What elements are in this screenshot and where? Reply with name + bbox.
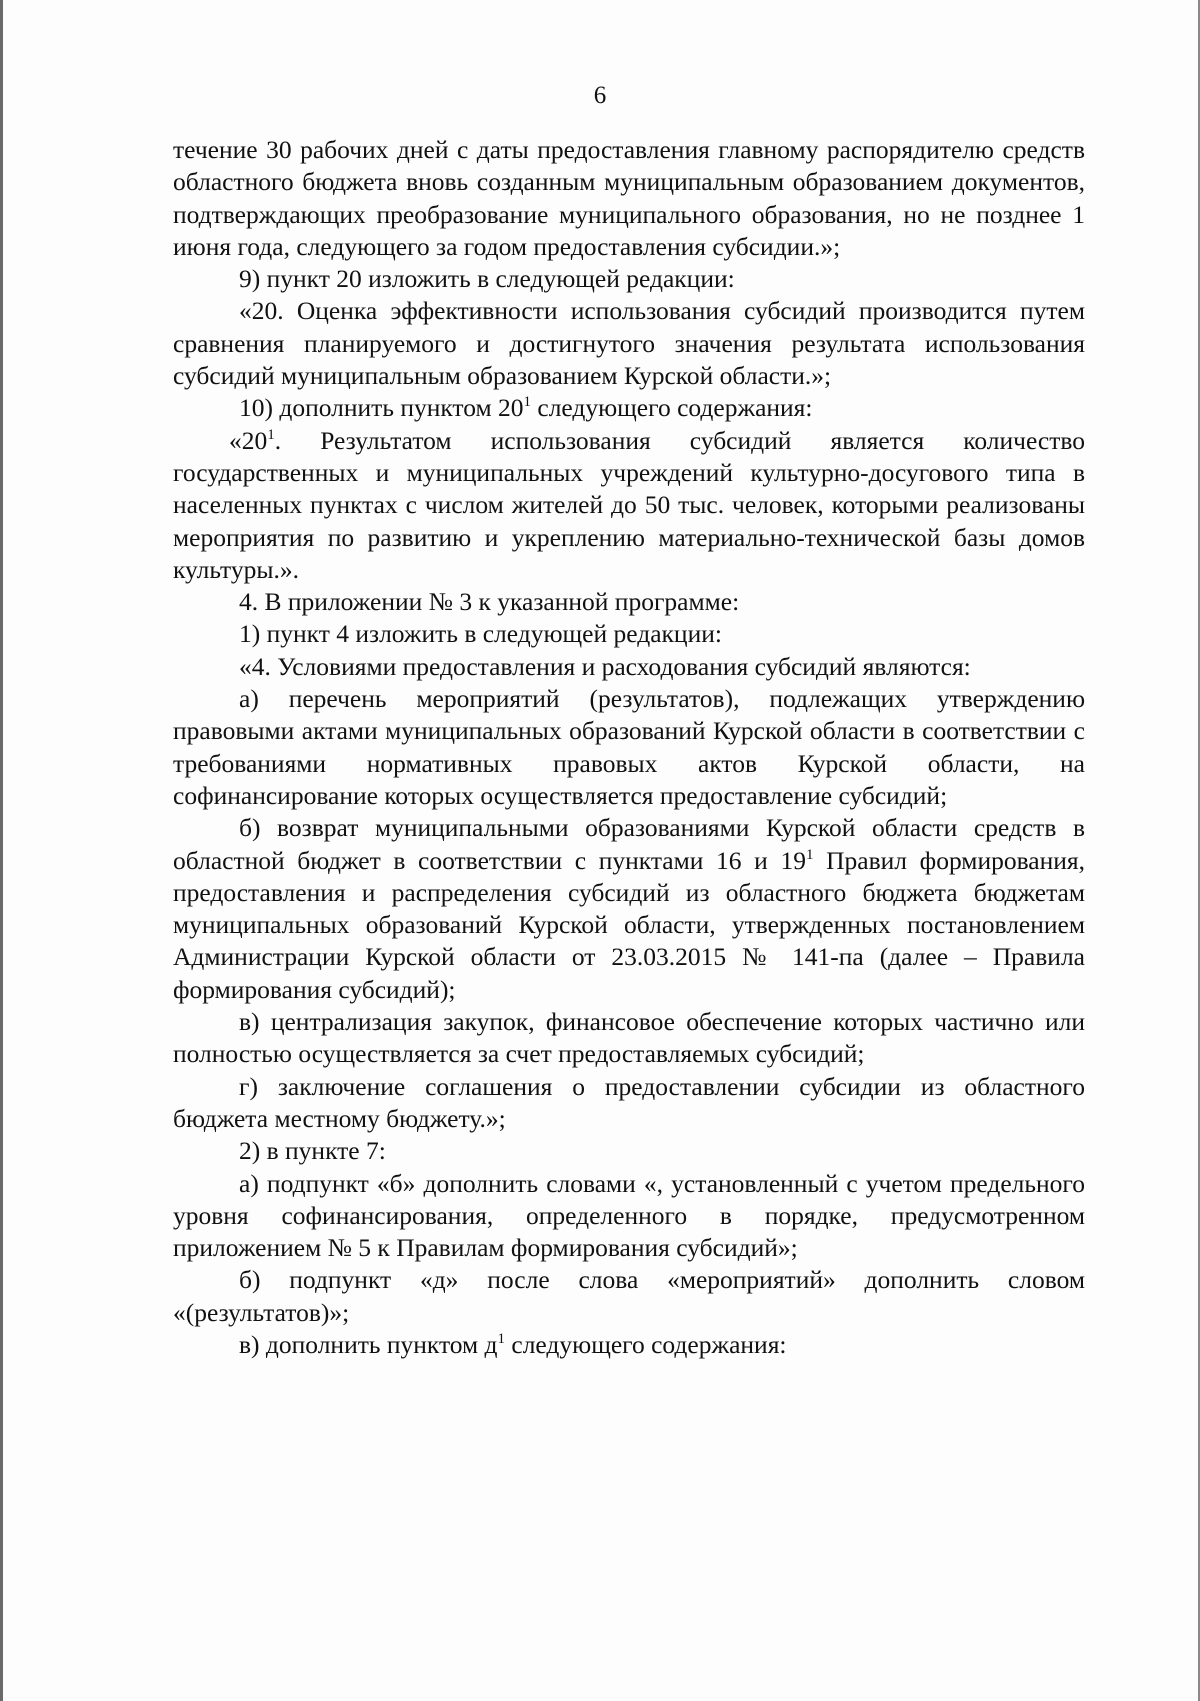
paragraph-5: «$20^1$. Результатом использования субсидий является количество государственных и муниципальных учреждений культурно-досугового типа в населенных пунктах с числом жителей до 50 тыс. человек, которыми реализованы мероприятия по развитию и укреплению материально-технической базы домов культуры.».: [173, 425, 1085, 584]
paragraph-8: «4. Условиями предоставления и расходования субсидий являются:: [239, 651, 971, 681]
paragraph-6: 4. В приложении № 3 к указанной программе:: [239, 587, 740, 617]
superscript: 1: [805, 846, 814, 863]
paragraph-1: течение 30 рабочих дней с даты предоставления главному распорядителю средств областного бюджета вновь созданным муниципальным образованием документов, подтверждающих преобразование муниципального образования, но не позднее 1 июня года, следующего за годом предоставления субсидии.»;: [173, 135, 1085, 261]
paragraph-2: 9) пункт 20 изложить в следующей редакции:: [239, 264, 735, 294]
document-body: [173, 134, 1085, 1361]
scan-edge-left: [0, 0, 3, 1701]
paragraph-7: 1) пункт 4 изложить в следующей редакции:: [239, 619, 722, 649]
paragraph-4: 10) дополнить пунктом $20^1$ следующего содержания:: [239, 393, 813, 423]
paragraph-10: б) возврат муниципальными образованиями Курской области средств в областной бюджет в соответствии с пунктами 16 и $19^1$ Правил формирования, предоставления и распределения субсидий из областного бюджета бюджетам муниципальных образований Курской области, утвержденных постановлением Администрации Курской области от 23.03.2015 № 141-па (далее – Правила формирования субсидий);: [173, 813, 1086, 1004]
paragraph-9: а) перечень мероприятий (результатов), подлежащих утверждению правовыми актами муниципальных образований Курской области в соответствии с требованиями нормативных правовых актов Курской области, на софинансирование которых осуществляется предоставление субсидий;: [173, 684, 1085, 810]
paragraph-3: «20. Оценка эффективности использования субсидий производится путем сравнения планируемого и достигнутого значения результата использования субсидий муниципальным образованием Курской области.»;: [173, 296, 1085, 391]
paragraph-11: в) централизация закупок, финансовое обеспечение которых частично или полностью осуществляется за счет предоставляемых субсидий;: [173, 1007, 1085, 1069]
page-number: 6: [593, 82, 607, 109]
paragraph-13: 2) в пункте 7:: [239, 1136, 386, 1166]
paragraph-12: г) заключение соглашения о предоставлении субсидии из областного бюджета местному бюджету.»;: [173, 1071, 1085, 1133]
paragraph-15: б) подпункт «д» после слова «мероприятий» дополнить словом «(результатов)»;: [173, 1265, 1085, 1327]
paragraph-14: а) подпункт «б» дополнить словами «, установленный с учетом предельного уровня софинансирования, определенного в порядке, предусмотренном приложением № 5 к Правилам формирования субсидий»;: [173, 1168, 1085, 1263]
superscript: 1: [497, 1330, 506, 1347]
superscript: 1: [523, 394, 531, 411]
paragraph-16: в) дополнить пунктом $д^1$ следующего содержания:: [239, 1329, 787, 1359]
superscript: 1: [267, 426, 275, 443]
